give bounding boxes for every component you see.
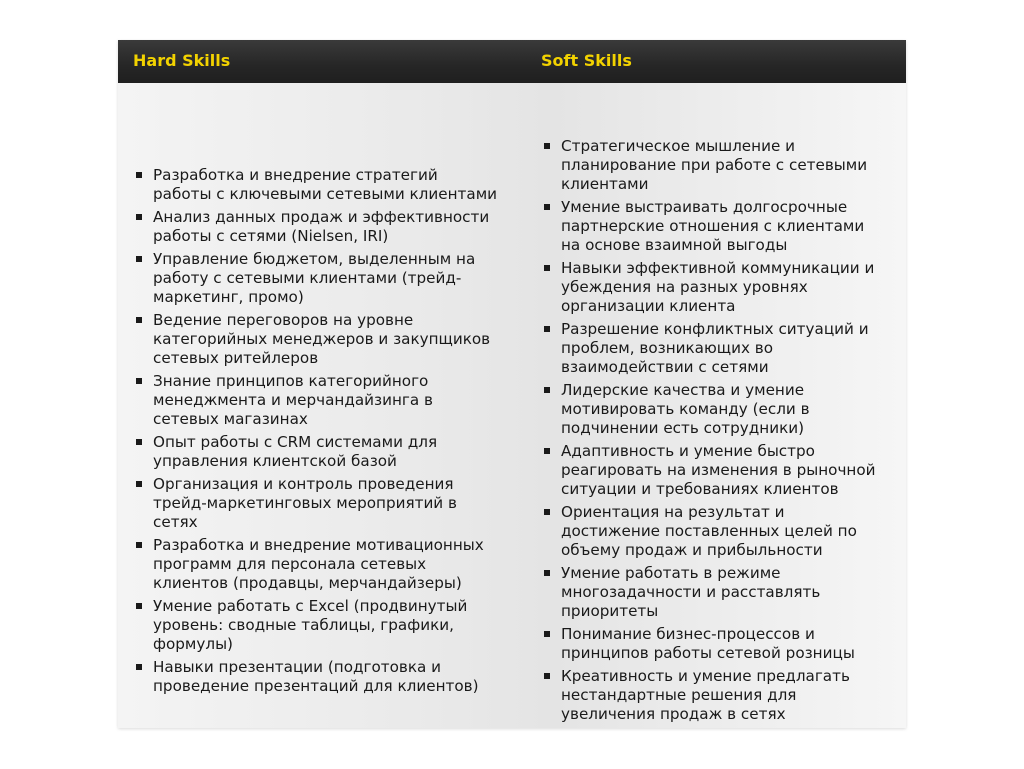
header-soft-skills: Soft Skills: [541, 51, 632, 70]
list-item: [543, 564, 888, 621]
list-item-text: Разрешение конфликтных ситуаций и проблем, возникающих во взаимодействии с сетями: [561, 320, 869, 376]
soft-skills-list: [543, 137, 888, 728]
list-item: [543, 137, 888, 194]
list-item-text: Организация и контроль проведения трейд-маркетинговых мероприятий в сетях: [153, 475, 457, 531]
square-bullet-icon: [544, 265, 550, 271]
square-bullet-icon: [136, 256, 142, 262]
square-bullet-icon: [544, 387, 550, 393]
square-bullet-icon: [136, 542, 142, 548]
list-item: [135, 597, 500, 654]
square-bullet-icon: [544, 326, 550, 332]
square-bullet-icon: [136, 664, 142, 670]
square-bullet-icon: [136, 378, 142, 384]
list-item-text: Навыки презентации (подготовка и проведение презентаций для клиентов): [153, 658, 479, 695]
table-body-row: [118, 83, 906, 728]
list-item: [543, 442, 888, 499]
hard-skills-list: [135, 166, 500, 700]
square-bullet-icon: [136, 439, 142, 445]
square-bullet-icon: [136, 317, 142, 323]
square-bullet-icon: [544, 673, 550, 679]
square-bullet-icon: [544, 631, 550, 637]
header-hard-skills: Hard Skills: [133, 51, 231, 70]
list-item-text: Креативность и умение предлагать нестандартные решения для увеличения продаж в сетях: [561, 667, 850, 723]
list-item-text: Умение выстраивать долгосрочные партнерские отношения с клиентами на основе взаимной выгоды: [561, 198, 865, 254]
square-bullet-icon: [544, 448, 550, 454]
skills-table: [118, 40, 906, 728]
list-item: [543, 198, 888, 255]
list-item-text: Управление бюджетом, выделенным на работу с сетевыми клиентами (трейд-маркетинг, промо): [153, 250, 476, 306]
table-header-row: [118, 40, 906, 83]
list-item-text: Понимание бизнес-процессов и принципов работы сетевой розницы: [561, 625, 855, 662]
list-item: [135, 166, 500, 204]
square-bullet-icon: [544, 204, 550, 210]
square-bullet-icon: [544, 570, 550, 576]
list-item: [543, 503, 888, 560]
list-item-text: Анализ данных продаж и эффективности работы с сетями (Nielsen, IRI): [153, 208, 490, 245]
list-item: [543, 320, 888, 377]
list-item-text: Адаптивность и умение быстро реагировать на изменения в рыночной ситуации и требованиях клиентов: [561, 442, 876, 498]
square-bullet-icon: [544, 509, 550, 515]
list-item: [543, 667, 888, 724]
list-item: [543, 381, 888, 438]
list-item-text: Навыки эффективной коммуникации и убеждения на разных уровнях организации клиента: [561, 259, 875, 315]
list-item: [135, 372, 500, 429]
list-item: [135, 475, 500, 532]
list-item-text: Опыт работы с CRM системами для управления клиентской базой: [153, 433, 438, 470]
square-bullet-icon: [136, 603, 142, 609]
list-item: [135, 311, 500, 368]
list-item-text: Разработка и внедрение стратегий работы с ключевыми сетевыми клиентами: [153, 166, 498, 203]
square-bullet-icon: [136, 481, 142, 487]
list-item: [135, 536, 500, 593]
list-item-text: Умение работать с Excel (продвинутый уровень: сводные таблицы, графики, формулы): [153, 597, 468, 653]
list-item: [135, 433, 500, 471]
list-item-text: Разработка и внедрение мотивационных программ для персонала сетевых клиентов (продавцы, мерчандайзеры): [153, 536, 484, 592]
list-item: [543, 625, 888, 663]
list-item-text: Знание принципов категорийного менеджмента и мерчандайзинга в сетевых магазинах: [153, 372, 433, 428]
list-item-text: Стратегическое мышление и планирование при работе с сетевыми клиентами: [561, 137, 868, 193]
list-item-text: Лидерские качества и умение мотивировать команду (если в подчинении есть сотрудники): [561, 381, 810, 437]
list-item: [543, 259, 888, 316]
list-item: [135, 208, 500, 246]
list-item-text: Умение работать в режиме многозадачности и расставлять приоритеты: [561, 564, 821, 620]
list-item: [135, 250, 500, 307]
square-bullet-icon: [136, 172, 142, 178]
list-item: [135, 658, 500, 696]
list-item-text: Ориентация на результат и достижение поставленных целей по объему продаж и прибыльности: [561, 503, 857, 559]
list-item-text: Ведение переговоров на уровне категорийных менеджеров и закупщиков сетевых ритейлеров: [153, 311, 491, 367]
square-bullet-icon: [136, 214, 142, 220]
square-bullet-icon: [544, 143, 550, 149]
